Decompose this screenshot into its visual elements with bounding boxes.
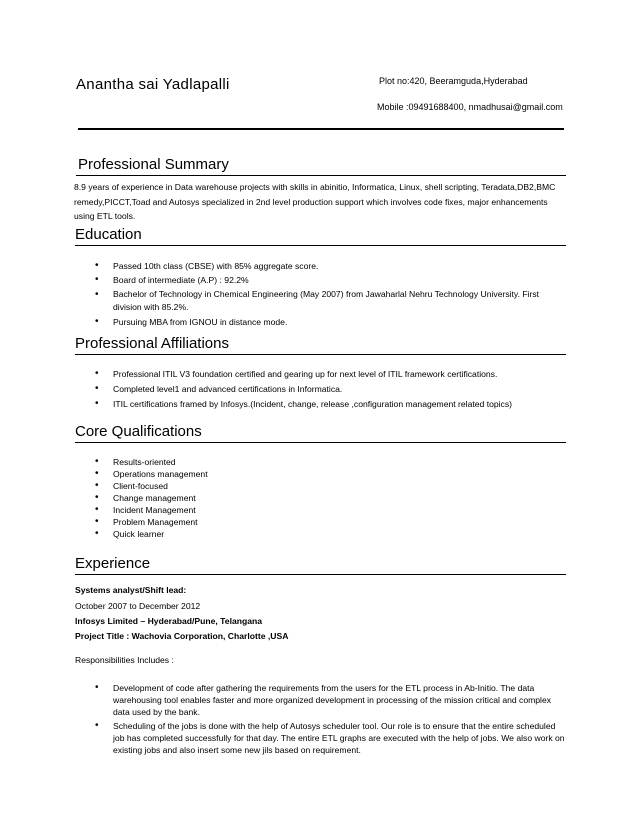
- qualifications-divider: [75, 442, 566, 443]
- affiliations-list: [95, 368, 565, 410]
- qualifications-heading: Core Qualifications: [75, 423, 202, 440]
- list-item: • Scheduling of the jobs is done with the help of Autosys scheduler tool. Our role is to ensure that the entire scheduled job has completed successfully for that day. The entire ETL graphs are executed with the help of jobs. We also work on existing jobs and also insert some new jils based on requirement.: [95, 720, 565, 756]
- summary-text: 8.9 years of experience in Data warehouse projects with skills in abinitio, Informatica, Linux, shell scripting, Teradata,DB2,BMC remedy,PICCT,Toad and Autosys specialized in 2nd level production support which involves code fixes, major enhancements using ETL tools.: [74, 182, 556, 221]
- job-company: Infosys Limited – Hyderabad/Pune, Telangana: [75, 616, 263, 626]
- summary-heading: Professional Summary: [78, 156, 229, 173]
- summary-divider: [76, 175, 566, 176]
- address: Plot no:420, Beeramguda,Hyderabad: [379, 76, 528, 86]
- experience-heading: Experience: [75, 555, 151, 572]
- list-item: • Client-focused: [95, 480, 395, 492]
- list-item: • Board of intermediate (A.P) : 92.2%: [95, 274, 565, 286]
- list-item: • Quick learner: [95, 528, 395, 540]
- list-item: • Operations management: [95, 468, 395, 480]
- header-divider: [78, 128, 564, 130]
- job-project: Project Title : Wachovia Corporation, Charlotte ,USA: [75, 631, 289, 641]
- responsibilities-list: [95, 682, 565, 756]
- experience-divider: [75, 574, 566, 575]
- list-item: • Pursuing MBA from IGNOU in distance mode.: [95, 316, 565, 328]
- contact-info: Mobile :09491688400, nmadhusai@gmail.com: [377, 102, 563, 112]
- list-item: • Professional ITIL V3 foundation certified and gearing up for next level of ITIL framework certifications.: [95, 368, 565, 380]
- list-item: • Results-oriented: [95, 456, 395, 468]
- affiliations-divider: [75, 354, 566, 355]
- list-item: • Passed 10th class (CBSE) with 85% aggregate score.: [95, 260, 565, 272]
- qualifications-list: [95, 456, 395, 540]
- candidate-name: Anantha sai Yadlapalli: [76, 76, 230, 93]
- list-item: • Incident Management: [95, 504, 395, 516]
- list-item: • Completed level1 and advanced certifications in Informatica.: [95, 383, 565, 395]
- list-item: • Bachelor of Technology in Chemical Engineering (May 2007) from Jawaharlal Nehru Technology University. First division with 85.2%.: [95, 288, 565, 314]
- education-heading: Education: [75, 226, 142, 243]
- responsibilities-label: Responsibilities Includes :: [75, 655, 174, 665]
- list-item: • Problem Management: [95, 516, 395, 528]
- list-item: • Change management: [95, 492, 395, 504]
- affiliations-heading: Professional Affiliations: [75, 335, 229, 352]
- job-dates: October 2007 to December 2012: [75, 601, 201, 611]
- list-item: • ITIL certifications framed by Infosys.(Incident, change, release ,configuration management related topics): [95, 398, 565, 410]
- education-list: [95, 260, 565, 328]
- job-role: Systems analyst/Shift lead:: [75, 585, 187, 595]
- education-divider: [75, 245, 566, 246]
- list-item: • Development of code after gathering the requirements from the users for the ETL process in Ab-Initio. The data warehousing tool enables faster and more organized development in processing of the mission critical and complex data used by the bank.: [95, 682, 565, 718]
